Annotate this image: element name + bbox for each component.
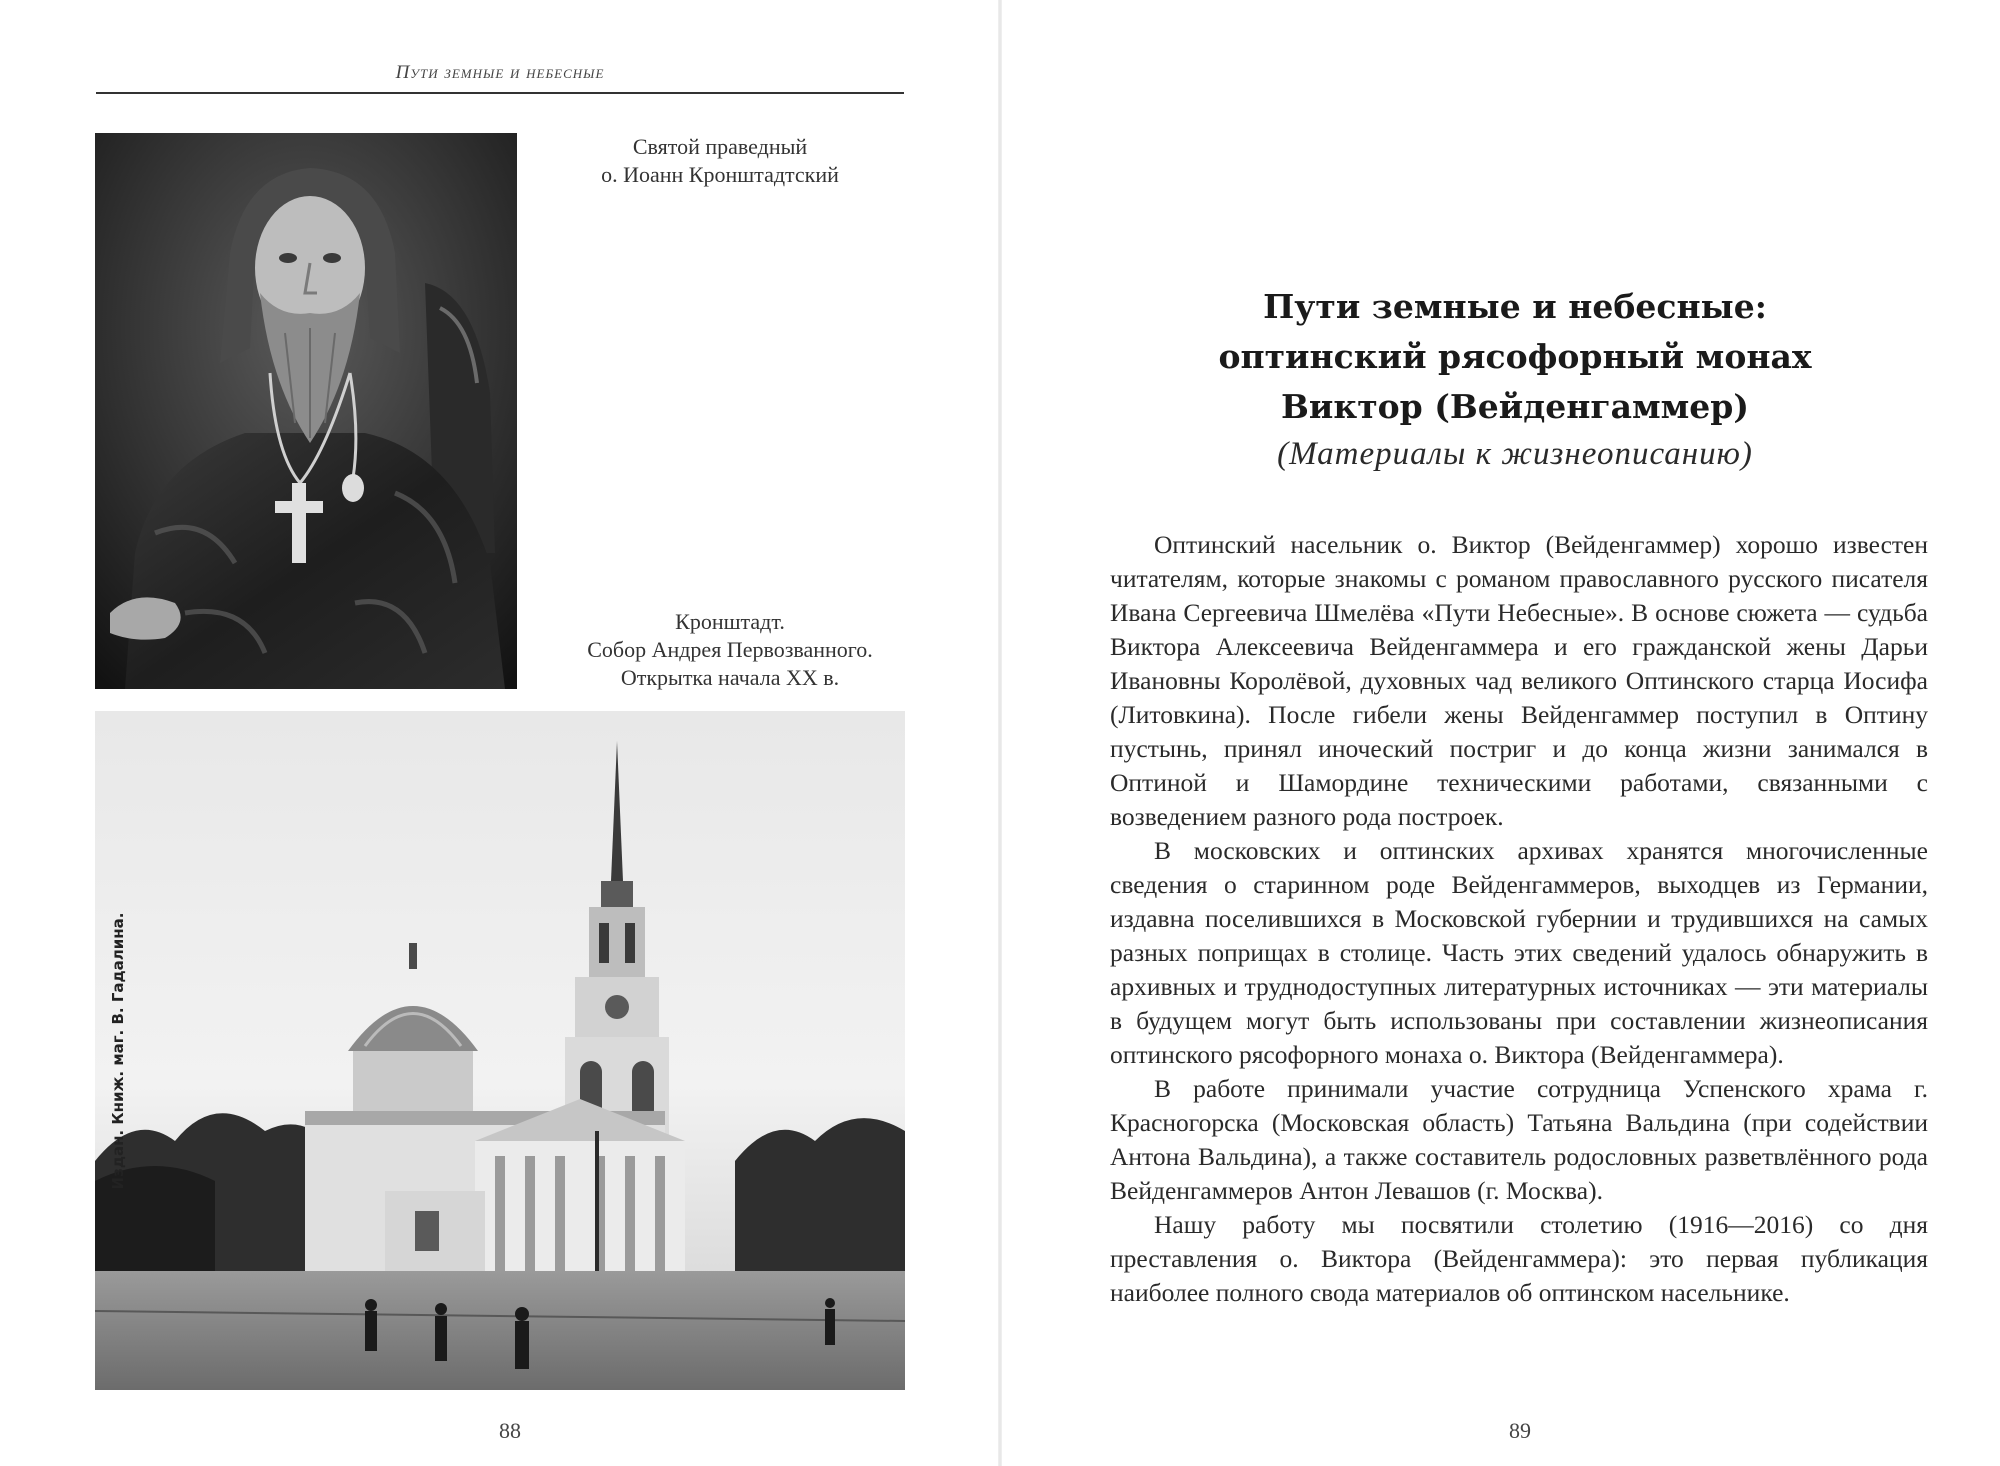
portrait-photo xyxy=(95,133,517,689)
cathedral-caption-line: Открытка начала XX в. xyxy=(620,665,840,690)
portrait-caption-line: о. Иоанн Кронштадтский xyxy=(601,162,839,187)
chapter-title-line: Виктор (Вейденгаммер) xyxy=(1281,387,1749,426)
body-text xyxy=(1110,528,1928,1310)
running-head: Пути земные и небесные xyxy=(395,62,605,83)
paragraph: Оптинский насельник о. Виктор (Вейденгаммер) хорошо известен читателям, которые знакомы с романом православного русского писателя Ивана Сергеевича Шмелёва «Пути Небесные». В основе сюжета — судьба Виктора Алексеевича Вейденгаммера и его гражданской жены Дарьи Ивановны Королёвой, духовных чад великого Оптинского старца Иосифа (Литовкина). После гибели жены Вейденгаммер поступил в Оптину пустынь, принял иноческий постриг и до конца жизни занимался в Оптиной и Шамордине техническими работами, связанными с возведением разного рода построек. xyxy=(1110,530,1928,831)
chapter-title-line: оптинский рясофорный монах xyxy=(1218,337,1812,376)
portrait-caption xyxy=(540,133,900,189)
chapter-title-line: Пути земные и небесные: xyxy=(1263,287,1767,326)
page-number-right: 89 xyxy=(1509,1418,1531,1443)
paragraph: Нашу работу мы посвятили столетию (1916—2016) со дня преставления о. Виктора (Вейденгаммера): это первая публикация наиболее полного свода материалов об оптинском насельнике. xyxy=(1110,1210,1928,1307)
chapter-subtitle: (Материалы к жизнеописанию) xyxy=(1277,436,1753,472)
cathedral-caption xyxy=(540,608,920,692)
page-gutter xyxy=(998,0,1002,1466)
cathedral-postcard xyxy=(95,711,905,1390)
chapter-title xyxy=(1110,282,1920,432)
portrait-caption-line: Святой праведный xyxy=(632,134,808,159)
cathedral-caption-line: Собор Андрея Первозванного. xyxy=(587,637,873,662)
postcard-imprint: Издан. Книж. маг. В. Гадалина. xyxy=(109,912,127,1190)
paragraph: В работе принимали участие сотрудница Успенского храма г. Красногорска (Московская область) Татьяна Вальдина (при содействии Антона Вальдина), а также составитель родословных разветвлённого рода Вейденгаммеров Антон Левашов (г. Москва). xyxy=(1110,1074,1928,1205)
paragraph: В московских и оптинских архивах хранятся многочисленные сведения о старинном роде Вейденгаммеров, выходцев из Германии, издавна поселившихся в Московской губернии и трудившихся на самых разных поприщах в столице. Часть этих сведений удалось обнаружить в архивных и труднодоступных литературных источниках — эти материалы в будущем могут быть использованы при составлении жизнеописания оптинского рясофорного монаха о. Виктора (Вейденгаммера). xyxy=(1110,836,1928,1069)
page-number-left: 88 xyxy=(499,1418,521,1443)
header-rule xyxy=(96,92,904,94)
cathedral-caption-line: Кронштадт. xyxy=(675,609,785,634)
